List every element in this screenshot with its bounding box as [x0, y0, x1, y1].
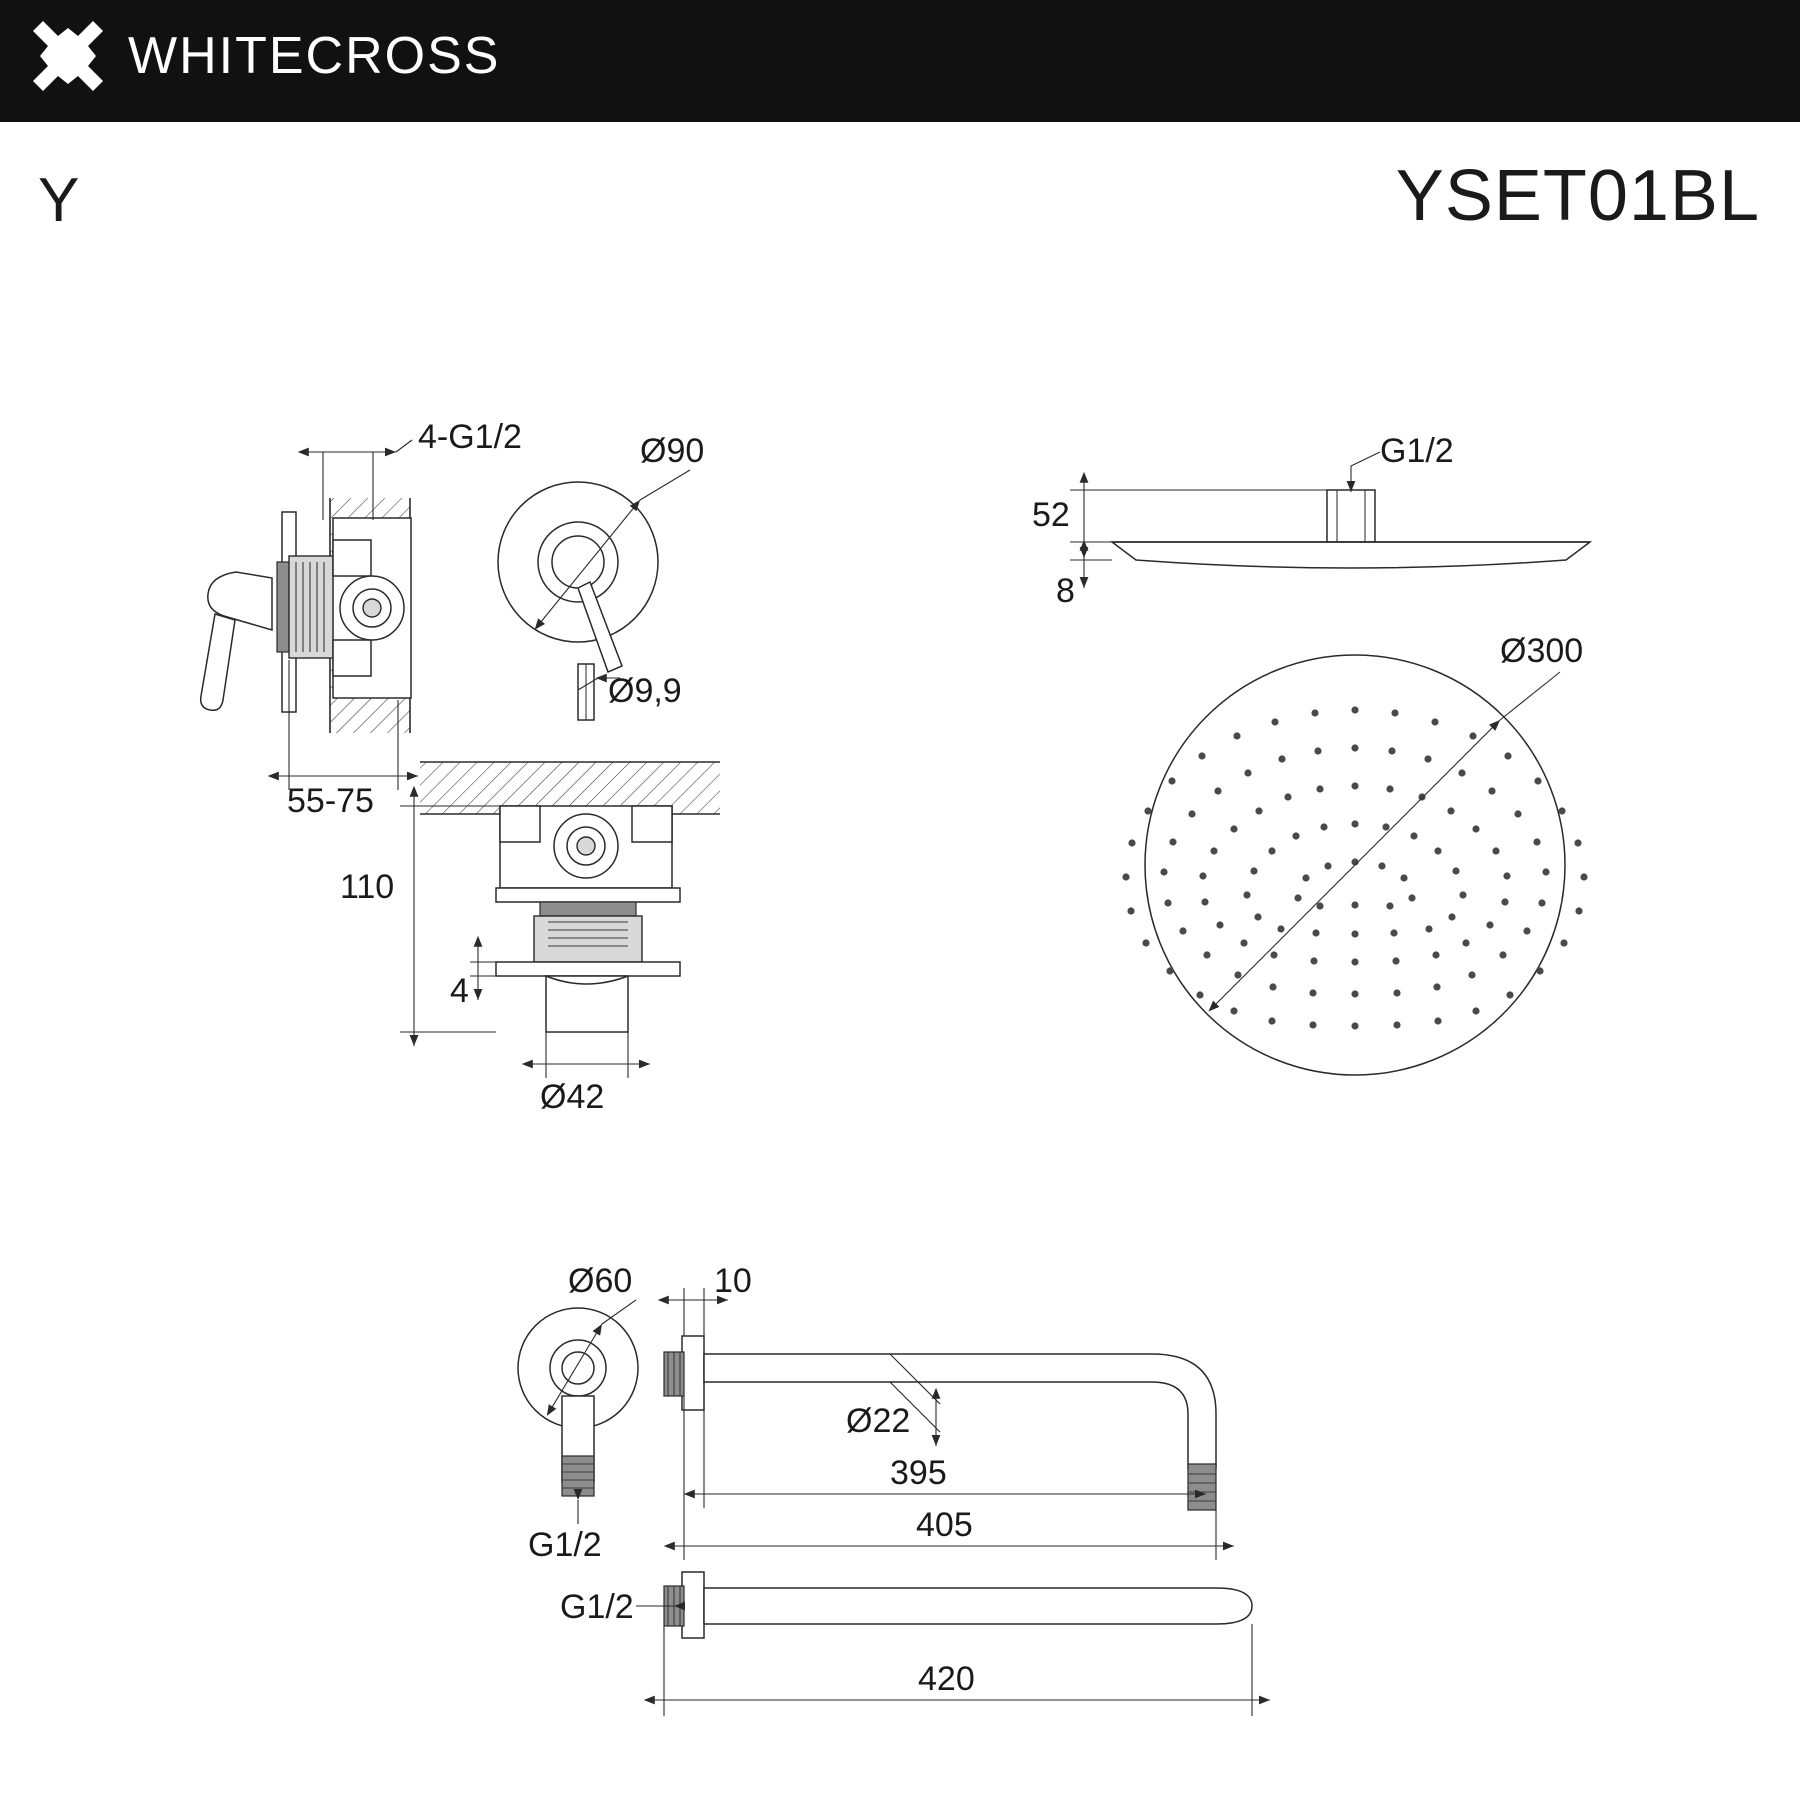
dimension-arm-reach-total [666, 1396, 1234, 1560]
dimension-body-height [340, 788, 500, 1046]
dim-label-tube-diameter: Ø22 [846, 1402, 911, 1440]
view-shower-head-side [1032, 432, 1590, 610]
dim-label-wall-depth: 55-75 [287, 782, 374, 820]
dim-label-arm-reach: 395 [890, 1454, 947, 1492]
dimension-arm-thread-front [528, 1500, 602, 1564]
dim-label-flange-diameter: Ø60 [568, 1262, 633, 1300]
dimension-arm-length-overall [646, 1624, 1270, 1716]
dim-label-arm-thread-front: G1/2 [528, 1526, 602, 1564]
dimension-outlet-diameter [524, 1032, 650, 1116]
dim-label-arm-length-overall: 420 [918, 1660, 975, 1698]
dimension-plate-thickness [450, 938, 496, 1010]
dimension-arm-reach [686, 1382, 1206, 1510]
dim-label-arm-reach-total: 405 [916, 1506, 973, 1544]
view-shower-arm [518, 1262, 1270, 1716]
dim-label-plate-diameter: Ø90 [640, 432, 705, 470]
dimension-head-inlet-thread [1351, 432, 1454, 492]
dim-label-lever-diameter: Ø9,9 [608, 672, 682, 710]
view-mixer-front [498, 432, 704, 720]
dimension-flange-depth [660, 1262, 752, 1336]
dim-label-flange-depth: 10 [714, 1262, 752, 1300]
dim-label-arm-thread-side: G1/2 [560, 1588, 634, 1626]
view-mixer-side-section [201, 418, 522, 820]
dim-label-head-plate-thickness: 8 [1056, 572, 1075, 610]
dim-label-body-height: 110 [340, 868, 395, 906]
dim-label-thread-count: 4-G1/2 [418, 418, 522, 456]
dim-label-head-inlet-thread: G1/2 [1380, 432, 1454, 470]
view-shower-head-bottom [1122, 632, 1587, 1075]
dim-label-plate-thickness: 4 [450, 972, 469, 1010]
dim-label-head-total-height: 52 [1032, 496, 1070, 534]
view-mixer-top-section [340, 762, 720, 1116]
dim-label-head-diameter: Ø300 [1500, 632, 1584, 670]
model-code: YSET01BL [1395, 156, 1760, 236]
dimension-arm-thread-side [560, 1588, 674, 1626]
series-letter: Y [38, 166, 80, 235]
brand-name: WHITECROSS [128, 27, 501, 85]
dim-label-outlet-diameter: Ø42 [540, 1078, 605, 1116]
dimension-head-plate-thickness [1056, 542, 1112, 610]
